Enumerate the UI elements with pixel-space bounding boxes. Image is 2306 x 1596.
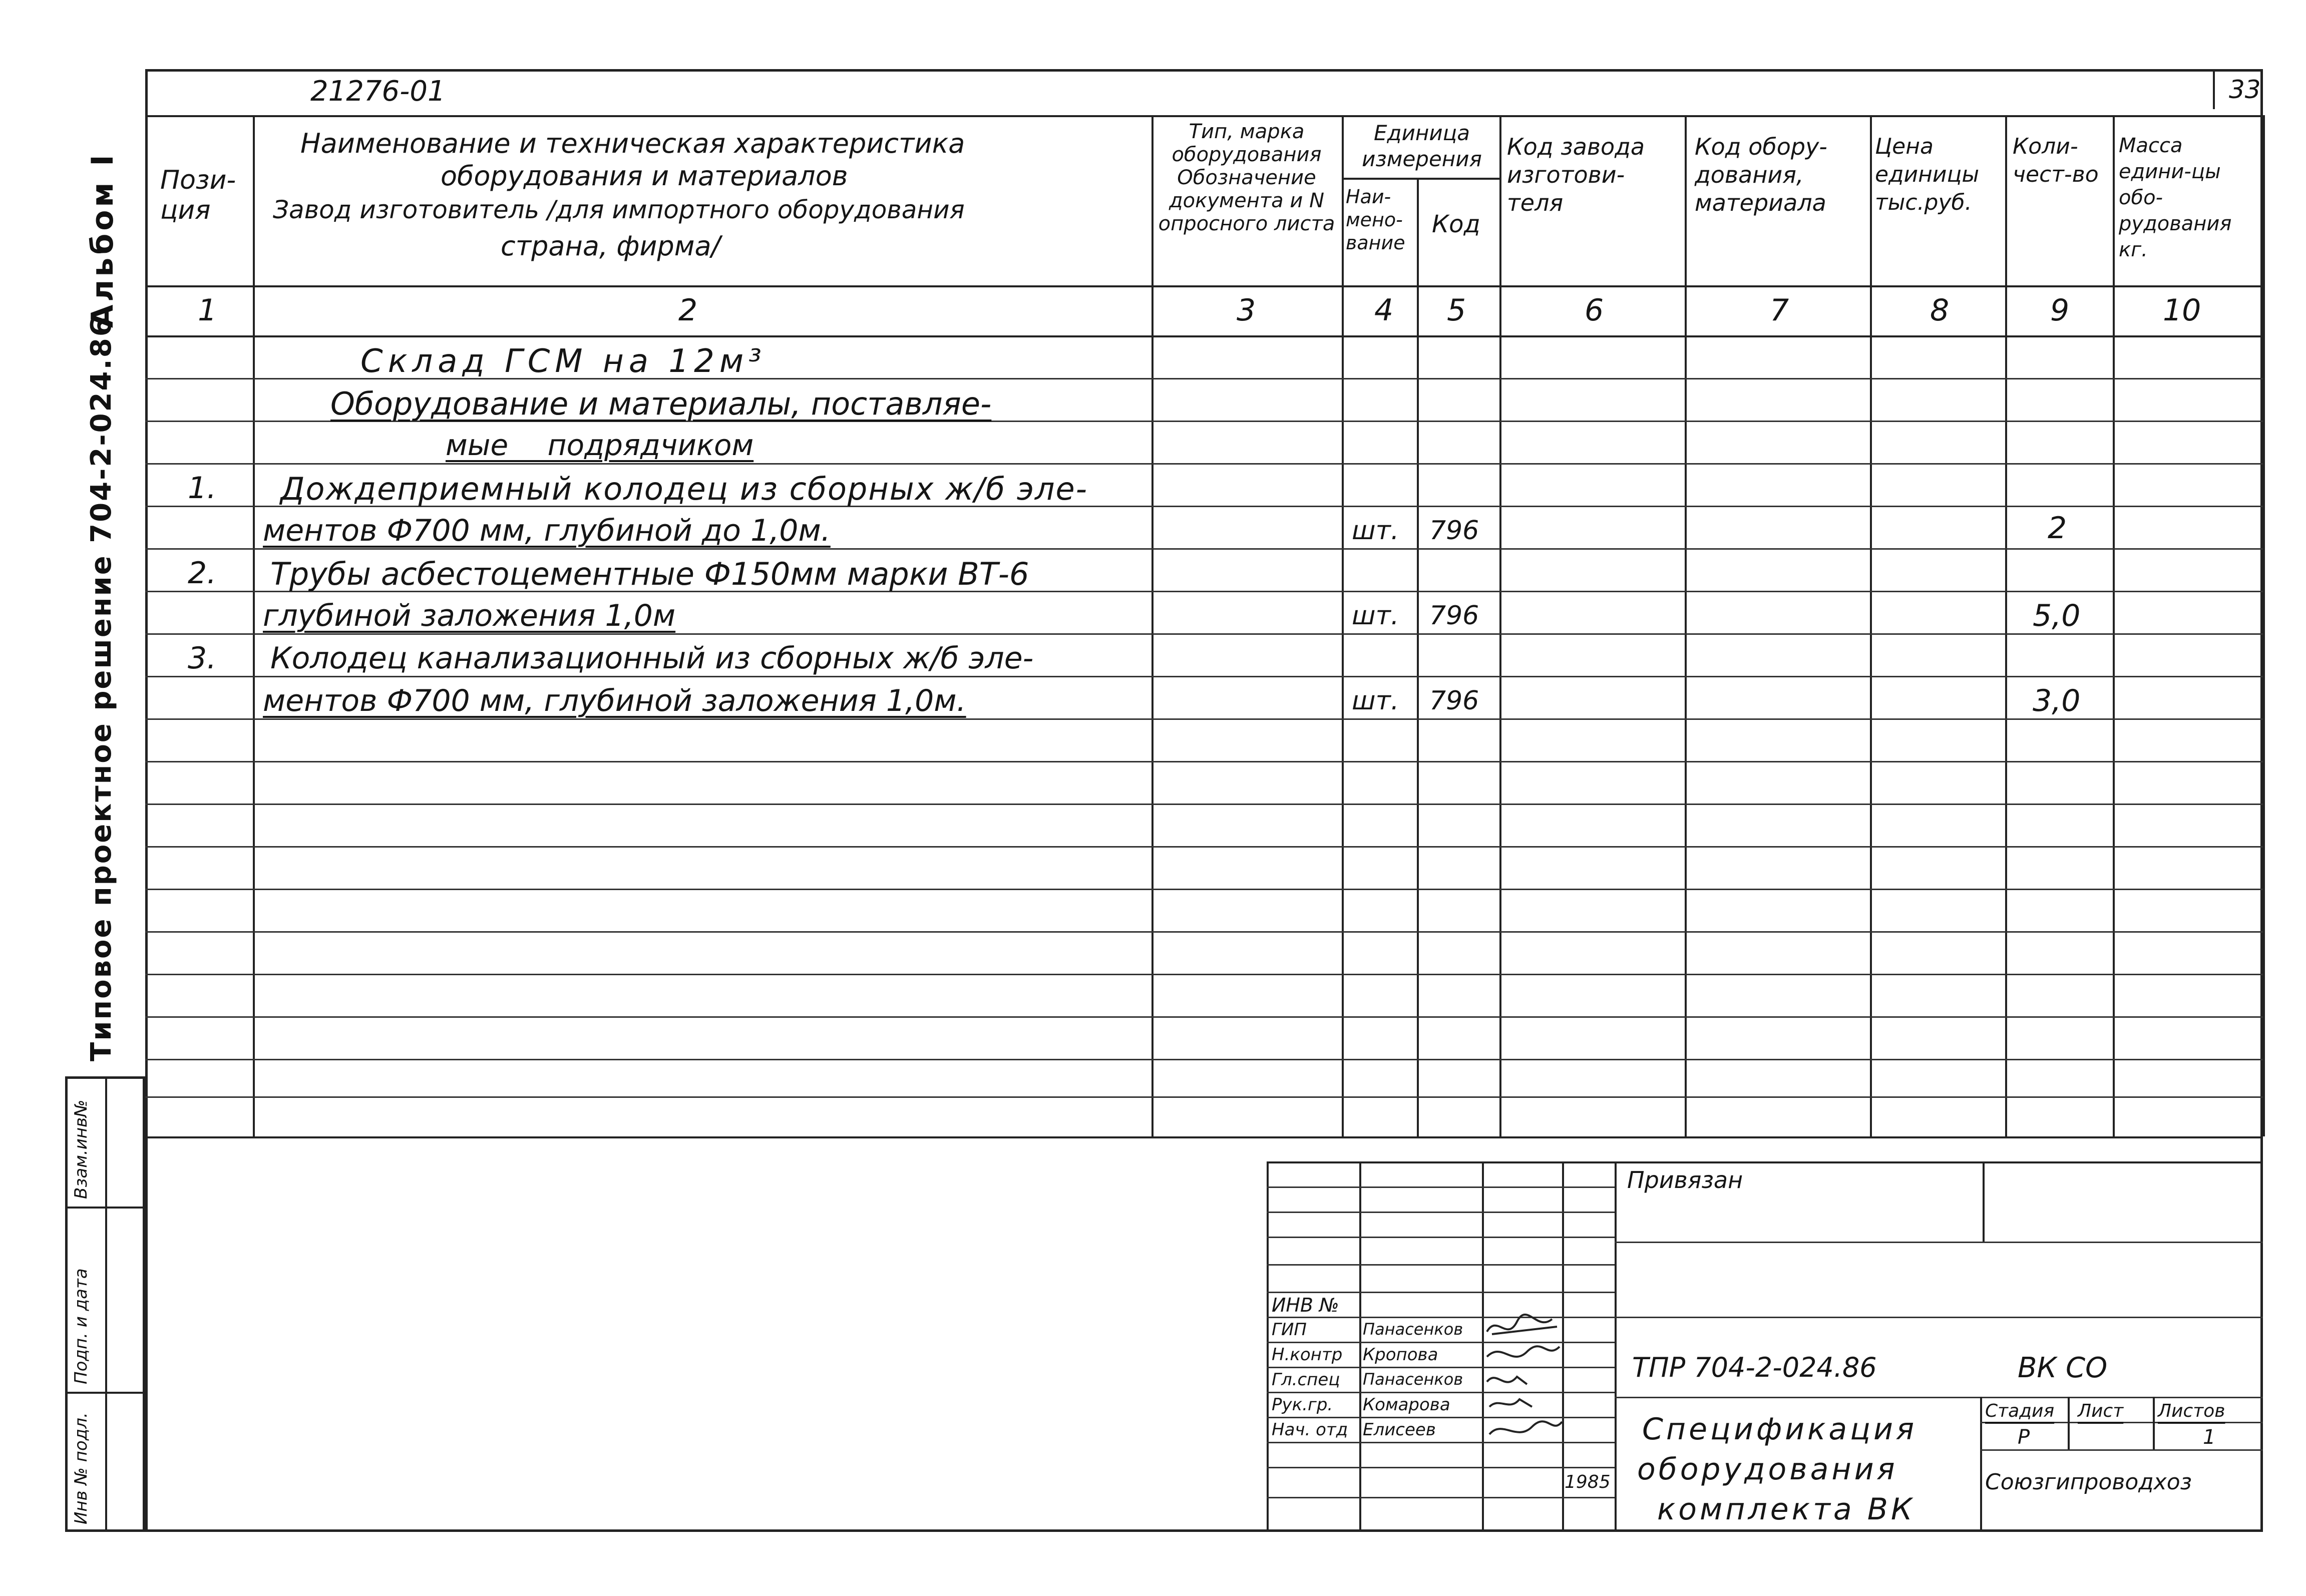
- col-number-10: 10: [2163, 293, 2201, 328]
- col-line-8: [2005, 115, 2007, 1136]
- header-name-line2: оборудования и материалов: [441, 160, 848, 192]
- tb-stage-rule: [1980, 1422, 2263, 1423]
- item-3-name-line2: ментов Ф700 мм, глубиной заложения 1,0м.: [263, 683, 966, 718]
- item-1-unit: шт.: [1352, 516, 1399, 546]
- item-2-code: 796: [1429, 601, 1479, 631]
- col-line-7: [1870, 115, 1872, 1136]
- stamp-strip-divider: [105, 1076, 107, 1532]
- section-subtitle-1: Оборудование и материалы, поставляе-: [330, 385, 992, 422]
- header-bottom: [145, 285, 2263, 287]
- item-1-code: 796: [1429, 516, 1479, 546]
- item-1-name-line1: Дождеприемный колодец из сборных ж/б эле-: [280, 471, 1088, 507]
- row-rule: [145, 846, 2263, 848]
- album-label: Альбом I: [85, 152, 120, 328]
- doc-title-1: Спецификация: [1642, 1412, 1917, 1447]
- item-3-unit: шт.: [1352, 686, 1399, 716]
- stamp-strip-rule-1: [65, 1207, 145, 1209]
- tb-row: [1267, 1292, 1615, 1293]
- header-unit-group: Единица измерения: [1362, 121, 1482, 171]
- role-5: Нач. отд: [1272, 1420, 1348, 1440]
- tb-right-rule: [1615, 1397, 2263, 1398]
- tb-row: [1267, 1186, 1615, 1188]
- col-number-1: 1: [198, 293, 217, 328]
- table-top: [145, 115, 2263, 117]
- item-2-quantity: 5,0: [2033, 598, 2081, 633]
- role-1: ГИП: [1272, 1320, 1307, 1340]
- tb-row: [1267, 1467, 1615, 1468]
- item-1-position: 1.: [188, 471, 217, 506]
- page-number: 33: [2229, 75, 2261, 104]
- header-unit-name: Наи- мено- вание: [1346, 186, 1405, 254]
- item-3-quantity: 3,0: [2033, 683, 2081, 718]
- header-equipment-code: Код обору-дования, материала: [1695, 133, 1827, 216]
- doc-title-2: оборудования: [1637, 1452, 1898, 1487]
- item-1-name-line2: ментов Ф700 мм, глубиной до 1,0м.: [263, 513, 831, 548]
- tb-v4: [1615, 1161, 1617, 1532]
- col-line-3: [1342, 115, 1344, 1136]
- col-line-4: [1417, 178, 1419, 1136]
- item-3-position: 3.: [188, 641, 217, 676]
- tb-right-v: [1983, 1161, 1985, 1242]
- tb-right-v2: [1980, 1397, 1982, 1532]
- name-1: Панасенков: [1363, 1320, 1463, 1339]
- section-title: Склад ГСМ на 12м³: [360, 343, 766, 380]
- row-rule: [145, 676, 2263, 677]
- year: 1985: [1565, 1472, 1611, 1492]
- col-number-9: 9: [2050, 293, 2070, 328]
- row-rule: [145, 1059, 2263, 1060]
- item-2-unit: шт.: [1352, 601, 1399, 631]
- header-factory-code: Код завода изготови-теля: [1507, 133, 1645, 216]
- privyazan-label: Привязан: [1627, 1166, 1743, 1193]
- col-number-2: 2: [678, 293, 698, 328]
- name-5: Елисеев: [1363, 1420, 1436, 1440]
- row-rule: [145, 761, 2263, 762]
- header-name-line4: страна, фирма/: [501, 230, 720, 262]
- row-rule: [145, 463, 2263, 465]
- item-3-name-line1: Колодец канализационный из сборных ж/б эле-: [270, 641, 1034, 676]
- row-rule: [145, 889, 2263, 890]
- stamp-strip-rule-2: [65, 1392, 145, 1394]
- row-rule: [145, 1016, 2263, 1018]
- listov-header: Листов: [2158, 1401, 2225, 1421]
- item-1-quantity: 2: [2048, 511, 2067, 546]
- document-code: 21276-01: [310, 75, 446, 108]
- col-line-6: [1685, 115, 1687, 1136]
- stamp-vzam-inv: Взам.инв№: [71, 1099, 91, 1199]
- col-number-7: 7: [1770, 293, 1789, 328]
- col-line-5: [1499, 115, 1501, 1136]
- signatures: [1482, 1312, 1567, 1447]
- unit-group-rule: [1342, 178, 1499, 180]
- name-2: Кропова: [1363, 1345, 1438, 1365]
- header-price: Цена единицы тыс.руб.: [1875, 134, 1980, 215]
- role-3: Гл.спец: [1272, 1370, 1340, 1390]
- stamp-podp-data: Подп. и дата: [71, 1268, 91, 1384]
- tb-stage-v1: [2068, 1397, 2070, 1449]
- header-quantity: Коли-чест-во: [2013, 134, 2099, 187]
- stamp-inv-podl: Инв № подл.: [71, 1412, 91, 1524]
- item-2-name-line2: глубиной заложения 1,0м: [263, 598, 676, 633]
- list-header: Лист: [2078, 1401, 2124, 1421]
- col-number-4: 4: [1374, 293, 1394, 328]
- tb-row: [1267, 1212, 1615, 1213]
- role-4: Рук.гр.: [1272, 1395, 1333, 1415]
- organization: Союзгипроводхоз: [1985, 1469, 2192, 1495]
- col-number-3: 3: [1237, 293, 1256, 328]
- item-2-name-line1: Трубы асбестоцементные Ф150мм марки ВТ-6: [270, 556, 1029, 592]
- col-line-1: [253, 115, 255, 1136]
- col-line-10: [2263, 115, 2265, 1136]
- series-title: Типовое проектное решение 704-2-024.86: [85, 315, 118, 1061]
- row-rule: [145, 974, 2263, 975]
- tb-row: [1267, 1497, 1615, 1498]
- inv-no-label: ИНВ №: [1272, 1294, 1339, 1316]
- section-subtitle-2: мые подрядчиком: [446, 428, 754, 462]
- header-unit-code: Код: [1432, 210, 1480, 238]
- row-rule: [145, 633, 2263, 635]
- tb-row: [1267, 1264, 1615, 1266]
- header-mass: Масса едини-цы обо-рудования кг.: [2119, 134, 2232, 261]
- designation: ТПР 704-2-024.86: [1632, 1352, 1877, 1383]
- stadia-header: Стадия: [1985, 1401, 2055, 1421]
- header-type-mark: Тип, марка оборудования Обозначение документа и N опросного листа: [1158, 120, 1335, 235]
- stadia-value: Р: [2018, 1426, 2030, 1449]
- role-2: Н.контр: [1272, 1345, 1343, 1365]
- header-name-line3: Завод изготовитель /для импортного оборудования: [273, 195, 965, 224]
- name-3: Панасенков: [1363, 1370, 1463, 1389]
- tb-v1: [1359, 1161, 1361, 1532]
- doc-title-3: комплекта ВК: [1657, 1492, 1915, 1527]
- header-name-line1: Наименование и техническая характеристика: [300, 128, 965, 159]
- col-number-5: 5: [1447, 293, 1466, 328]
- tb-row: [1267, 1237, 1615, 1238]
- col-line-9: [2113, 115, 2115, 1136]
- tb-stage-rule2: [1980, 1449, 2263, 1451]
- header-position: Пози- ция: [160, 165, 236, 225]
- col-line-2: [1151, 115, 1154, 1136]
- item-3-code: 796: [1429, 686, 1479, 716]
- col-number-6: 6: [1585, 293, 1604, 328]
- colnum-bottom: [145, 335, 2263, 337]
- row-rule: [145, 931, 2263, 933]
- col-number-8: 8: [1930, 293, 1950, 328]
- row-rule: [145, 718, 2263, 720]
- row-rule: [145, 548, 2263, 550]
- table-bottom: [145, 1136, 2263, 1138]
- row-rule: [145, 804, 2263, 805]
- name-4: Комарова: [1363, 1395, 1450, 1415]
- tb-right-rule: [1615, 1242, 2263, 1243]
- document-mark: ВК СО: [2018, 1352, 2108, 1384]
- row-rule: [145, 1096, 2263, 1098]
- item-2-position: 2.: [188, 556, 217, 591]
- tb-stage-v2: [2153, 1397, 2155, 1449]
- tb-right-rule: [1615, 1317, 2263, 1318]
- listov-value: 1: [2203, 1426, 2216, 1449]
